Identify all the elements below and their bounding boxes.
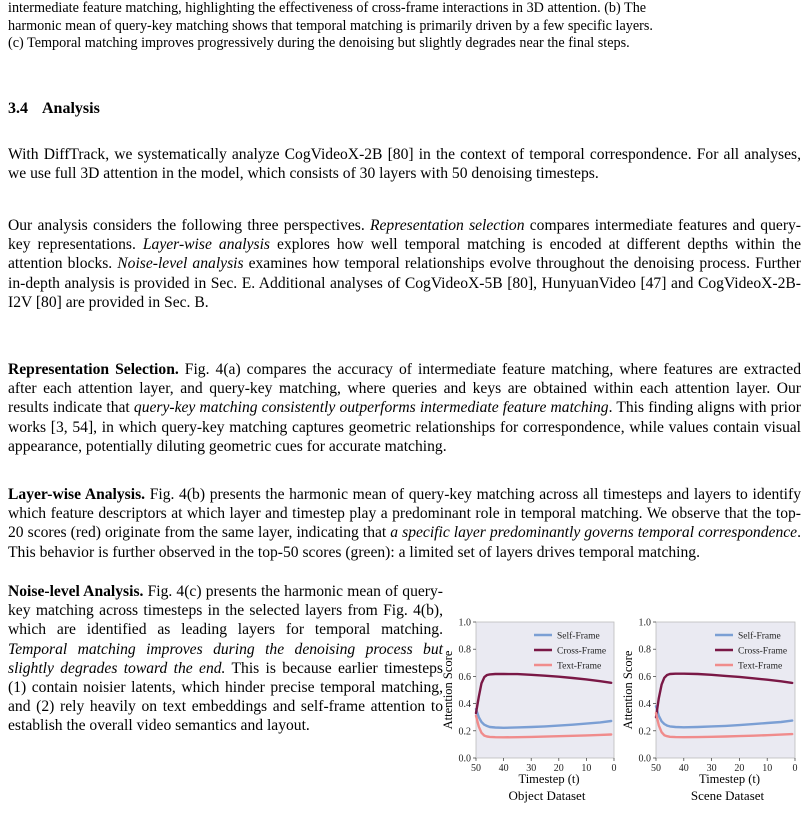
legend-label: Self-Frame: [557, 631, 600, 642]
paragraph-text: . This finding aligns with prior works [3, 54], in which query-key matching captures geometric relationships for correspondence, while values contain visual appearance, potentially diluting geometric cues for accurate matching.: [8, 399, 801, 455]
paragraph-heading: Representation Selection.: [8, 361, 179, 378]
y-axis-label: Attention Score: [621, 650, 635, 730]
chart-scene-dataset: [618, 612, 809, 816]
paragraph-representation-selection: [8, 360, 801, 456]
paragraph-text: . This behavior is further observed in the top-50 scores (green): a limited set of layers drives temporal matching.: [8, 524, 801, 561]
x-tick-label: 30: [526, 763, 537, 774]
section-heading: [8, 100, 100, 118]
y-axis-label: Attention Score: [441, 650, 455, 730]
paragraph-text: compares intermediate features and query-key representations.: [8, 217, 802, 254]
x-tick-label: 20: [734, 763, 745, 774]
y-tick-label: 1.0: [638, 617, 651, 629]
legend-label: Cross-Frame: [738, 646, 788, 657]
paragraph-intro: [8, 145, 801, 183]
x-axis-label: Timestep (t): [699, 772, 760, 786]
y-tick-label: 0.8: [638, 644, 651, 656]
y-tick-label: 0.6: [638, 671, 651, 683]
paragraph-text: Fig. 4(a) compares the accuracy of intermediate feature matching, where features are extracted after each attention layer, and query-key matching, where queries and keys are obtained within each attention layer. Our results indicate that: [8, 361, 801, 417]
section-title: Analysis: [42, 100, 100, 117]
x-tick-label: 10: [581, 763, 592, 774]
chart-title: Scene Dataset: [690, 788, 765, 803]
legend-label: Cross-Frame: [557, 646, 607, 657]
y-tick-label: 0.6: [458, 671, 471, 683]
paragraph-heading: Layer-wise Analysis.: [8, 486, 146, 503]
caption-line: (c) Temporal matching improves progressively during the denoising but slightly degrades near the final steps.: [8, 35, 630, 52]
emphasis-text: Noise-level analysis: [117, 255, 244, 273]
legend-label: Self-Frame: [738, 631, 781, 642]
y-tick-label: 1.0: [458, 617, 471, 629]
y-tick-label: 0.0: [458, 753, 471, 765]
emphasis-text: Layer-wise analysis: [142, 236, 271, 254]
section-number: 3.4: [8, 100, 28, 117]
x-tick-label: 0: [611, 763, 617, 774]
paragraph-layer-wise-analysis: [8, 485, 801, 562]
figure-caption: [8, 0, 801, 53]
paragraph-text: This is because earlier timesteps (1) contain noisier latents, which hinder precise temporal matching, and (2) rely heavily on text embeddings and self-frame attention to establish the overall video semantics and layout.: [8, 659, 443, 735]
x-tick-label: 40: [678, 763, 689, 774]
y-tick-label: 0.4: [458, 699, 471, 711]
x-tick-label: 50: [651, 763, 661, 774]
paragraph-text: Fig. 4(c) presents the harmonic mean of query-key matching across timesteps in the selected layers from Fig. 4(b), which are identified as leading layers for temporal matching.: [8, 583, 443, 639]
caption-line: intermediate feature matching, highlighting the effectiveness of cross-frame interactions in 3D attention. (b) The: [8, 0, 647, 16]
x-tick-label: 0: [792, 763, 798, 774]
chart-svg: [618, 612, 809, 816]
legend-label: Text-Frame: [738, 661, 783, 672]
paragraph-text: explores how well temporal matching is encoded at different depths within the attention blocks.: [8, 236, 801, 273]
legend-label: Text-Frame: [557, 661, 602, 672]
emphasis-text: Representation selection: [369, 217, 525, 234]
chart-object-dataset: [438, 612, 621, 816]
chart-title: Object Dataset: [508, 788, 586, 803]
paragraph-text: With DiffTrack, we systematically analyze CogVideoX-2B [80] in the context of temporal correspondence. For all analyses, we use full 3D attention in the model, which consists of 30 layers with 50 denoising timesteps.: [8, 146, 801, 183]
y-tick-label: 0.4: [638, 699, 651, 711]
x-tick-label: 20: [553, 763, 564, 774]
emphasis-text: query-key matching consistently outperforms intermediate feature matching: [133, 399, 609, 417]
chart-svg: [438, 612, 621, 816]
y-tick-label: 0.2: [638, 726, 651, 738]
y-tick-label: 0.8: [458, 644, 471, 656]
paragraph-noise-level-analysis: [8, 582, 443, 736]
paragraph-text: Our analysis considers the following three perspectives.: [8, 217, 370, 234]
emphasis-text: a specific layer predominantly governs temporal correspondence: [390, 524, 798, 542]
x-tick-label: 30: [706, 763, 717, 774]
caption-line: harmonic mean of query-key matching shows that temporal matching is primarily driven by a few specific layers.: [8, 17, 653, 34]
y-tick-label: 0.0: [638, 753, 651, 765]
paragraph-text: Fig. 4(b) presents the harmonic mean of query-key matching across all timesteps and layers to identify which feature descriptors at which layer and timestep play a predominant role in temporal matching. We observe that the top-20 scores (red) originate from the same layer, indicating that: [8, 486, 801, 542]
x-tick-label: 50: [471, 763, 481, 774]
x-axis-label: Timestep (t): [518, 772, 580, 786]
paragraph-perspectives: [8, 216, 801, 312]
emphasis-text: Temporal matching improves during the denoising process but slightly degrades toward the end.: [8, 640, 443, 677]
x-tick-label: 40: [498, 763, 509, 774]
x-tick-label: 10: [762, 763, 773, 774]
paragraph-text: examines how temporal relationships evolve throughout the denoising process. Further in-depth analysis is provided in Sec. E. Additional analyses of CogVideoX-5B [80], HunyuanVideo [47] and CogVideoX-2B-I2V [80] are provided in Sec. B.: [8, 255, 801, 311]
y-tick-label: 0.2: [458, 726, 471, 738]
paragraph-heading: Noise-level Analysis.: [8, 583, 144, 600]
